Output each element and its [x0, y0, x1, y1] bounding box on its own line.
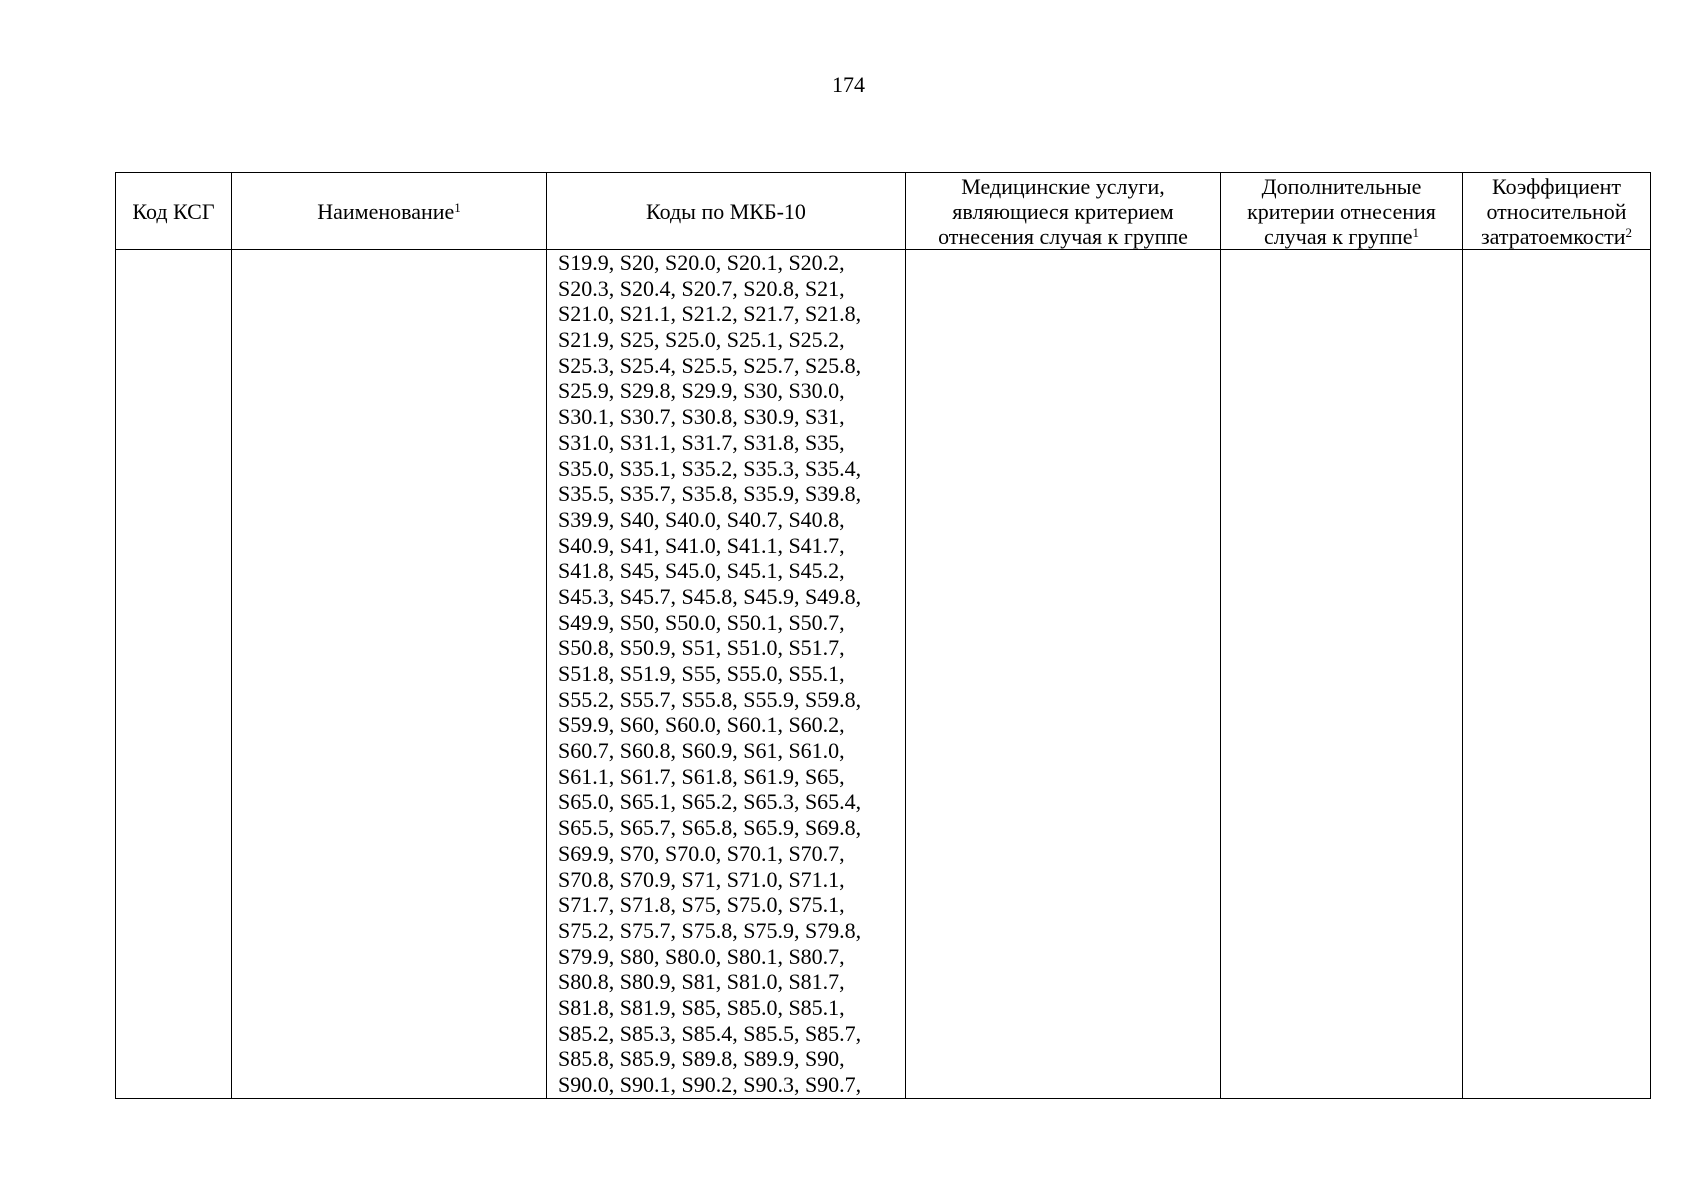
mkb-code-line: S79.9, S80, S80.0, S80.1, S80.7,	[558, 943, 845, 969]
header-mkb-codes: Коды по МКБ-10	[547, 173, 906, 250]
mkb-code-line: S49.9, S50, S50.0, S50.1, S50.7,	[558, 609, 845, 635]
cell-cost-coefficient	[1463, 250, 1651, 1099]
page-number: 174	[832, 72, 865, 97]
mkb-code-line: S59.9, S60, S60.0, S60.1, S60.2,	[558, 712, 845, 738]
table-row	[116, 250, 1651, 1099]
mkb-code-line: S39.9, S40, S40.0, S40.7, S40.8,	[558, 506, 845, 532]
header-cost-coefficient: Коэффициент относительной затратоемкости$^2$	[1463, 173, 1651, 250]
table-header-row	[116, 173, 1651, 250]
mkb-code-line: S25.9, S29.8, S29.9, S30, S30.0,	[558, 378, 845, 404]
cell-name	[232, 250, 547, 1099]
mkb-code-line: S71.7, S71.8, S75, S75.0, S75.1,	[558, 892, 845, 918]
mkb-code-line: S25.3, S25.4, S25.5, S25.7, S25.8,	[558, 352, 862, 378]
mkb-code-line: S19.9, S20, S20.0, S20.1, S20.2,	[558, 250, 845, 275]
mkb-code-line: S40.9, S41, S41.0, S41.1, S41.7,	[558, 532, 845, 558]
mkb-code-line: S70.8, S70.9, S71, S71.0, S71.1,	[558, 866, 845, 892]
header-medical-services: Медицинские услуги, являющиеся критерием отнесения случая к группе	[906, 173, 1221, 250]
mkb-code-line: S90.0, S90.1, S90.2, S90.3, S90.7,	[558, 1072, 862, 1097]
mkb-code-line: S35.5, S35.7, S35.8, S35.9, S39.8,	[558, 481, 862, 507]
mkb-code-line: S51.8, S51.9, S55, S55.0, S55.1,	[558, 661, 845, 686]
mkb-code-line: S30.1, S30.7, S30.8, S30.9, S31,	[558, 404, 845, 430]
mkb-code-line: S80.8, S80.9, S81, S81.0, S81.7,	[558, 969, 845, 995]
mkb-code-line: S65.5, S65.7, S65.8, S65.9, S69.8,	[558, 815, 862, 841]
cell-additional-criteria	[1221, 250, 1463, 1099]
mkb-code-line: S21.0, S21.1, S21.2, S21.7, S21.8,	[558, 301, 862, 327]
mkb-code-line: S65.0, S65.1, S65.2, S65.3, S65.4,	[558, 789, 862, 815]
mkb-code-line: S55.2, S55.7, S55.8, S55.9, S59.8,	[558, 686, 862, 712]
mkb-code-line: S60.7, S60.8, S60.9, S61, S61.0,	[558, 738, 845, 764]
mkb-code-line: S41.8, S45, S45.0, S45.1, S45.2,	[558, 558, 845, 584]
mkb-code-line: S21.9, S25, S25.0, S25.1, S25.2,	[558, 327, 845, 353]
mkb-code-line: S75.2, S75.7, S75.8, S75.9, S79.8,	[558, 917, 862, 943]
mkb-code-line: S20.3, S20.4, S20.7, S20.8, S21,	[558, 275, 845, 301]
mkb-code-line: S50.8, S50.9, S51, S51.0, S51.7,	[558, 635, 845, 661]
mkb-code-line: S61.1, S61.7, S61.8, S61.9, S65,	[558, 763, 845, 789]
header-additional-criteria: Дополнительные критерии отнесения случая к группе$^1$	[1221, 173, 1463, 250]
mkb-code-line: S85.2, S85.3, S85.4, S85.5, S85.7,	[558, 1020, 862, 1046]
mkb-code-line: S35.0, S35.1, S35.2, S35.3, S35.4,	[558, 455, 862, 481]
mkb-code-line: S81.8, S81.9, S85, S85.0, S85.1,	[558, 994, 845, 1020]
cell-medical-services	[906, 250, 1221, 1099]
mkb-code-line: S85.8, S85.9, S89.8, S89.9, S90,	[558, 1046, 845, 1072]
mkb-code-line: S45.3, S45.7, S45.8, S45.9, S49.8,	[558, 583, 862, 609]
mkb-code-line: S69.9, S70, S70.0, S70.1, S70.7,	[558, 840, 845, 866]
ksg-table	[115, 172, 1651, 1099]
cell-ksg-code	[116, 250, 232, 1099]
mkb-code-line: S31.0, S31.1, S31.7, S31.8, S35,	[558, 429, 845, 455]
cell-mkb-codes	[547, 250, 906, 1099]
header-name: Наименование$^1$	[232, 173, 547, 250]
header-ksg-code: Код КСГ	[116, 173, 232, 250]
